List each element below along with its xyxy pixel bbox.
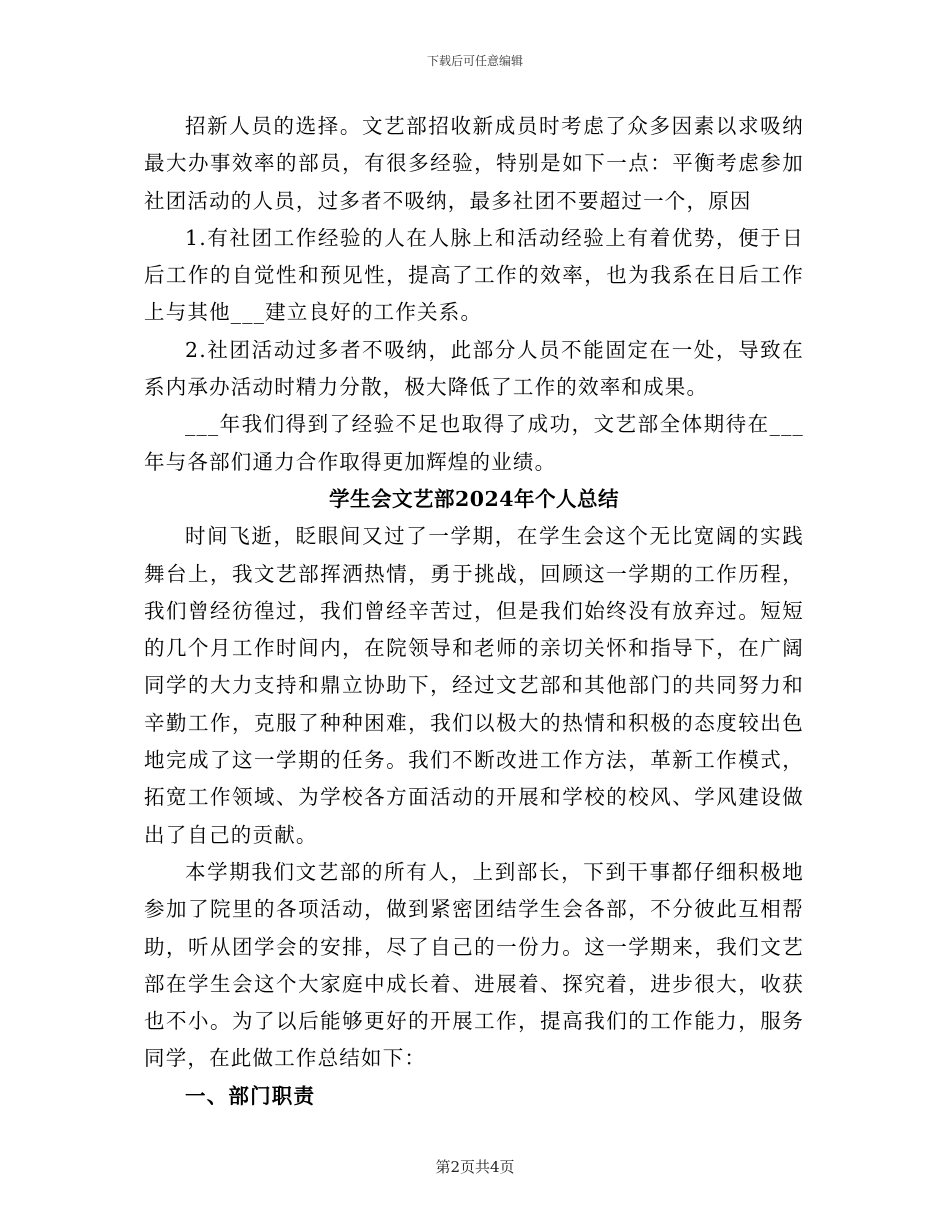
paragraph: ___年我们得到了经验不足也取得了成功，文艺部全体期待在___年与各部们通力合作取得更加辉煌的业绩。: [144, 412, 804, 474]
page-header-note: 下载后可任意编辑: [426, 54, 523, 68]
paragraph: 2.社团活动过多者不吸纳，此部分人员不能固定在一处，导致在系内承办活动时精力分散，极大降低了工作的效率和成果。: [144, 337, 804, 400]
document-body: [144, 108, 804, 1115]
paragraph: 招新人员的选择。文艺部招收新成员时考虑了众多因素以求吸纳最大办事效率的部员，有很多经验，特别是如下一点：平衡考虑参加社团活动的人员，过多者不吸纳，最多社团不要超过一个，原因: [144, 114, 804, 213]
paragraph: 时间飞逝，眨眼间又过了一学期，在学生会这个无比宽阔的实践舞台上，我文艺部挥洒热情，勇于挑战，回顾这一学期的工作历程，我们曾经彷徨过，我们曾经辛苦过，但是我们始终没有放弃过。短短的几个月工作时间内，在院领导和老师的亲切关怀和指导下，在广阔同学的大力支持和鼎立协助下，经过文艺部和其他部门的共同努力和辛勤工作，克服了种种困难，我们以极大的热情和积极的态度较出色地完成了这一学期的任务。我们不断改进工作方法，革新工作模式，拓宽工作领域、为学校各方面活动的开展和学校的校风、学风建设做出了自己的贡献。: [144, 524, 804, 847]
paragraph: 本学期我们文艺部的所有人，上到部长，下到干事都仔细积极地参加了院里的各项活动，做到紧密团结学生会各部，不分彼此互相帮助，听从团学会的安排，尽了自己的一份力。这一学期来，我们文艺部在学生会这个大家庭中成长着、进展着、探究着，进步很大，收获也不小。为了以后能够更好的开展工作，提高我们的工作能力，服务同学，在此做工作总结如下：: [144, 859, 804, 1071]
paragraph: 1.有社团工作经验的人在人脉上和活动经验上有着优势，便于日后工作的自觉性和预见性，提高了工作的效率，也为我系在日后工作上与其他___建立良好的工作关系。: [144, 225, 804, 325]
section-heading: 一、部门职责: [185, 1083, 316, 1108]
document-title: 学生会文艺部2024年个人总结: [328, 486, 620, 511]
page-number: 第2页共4页: [435, 1158, 515, 1176]
